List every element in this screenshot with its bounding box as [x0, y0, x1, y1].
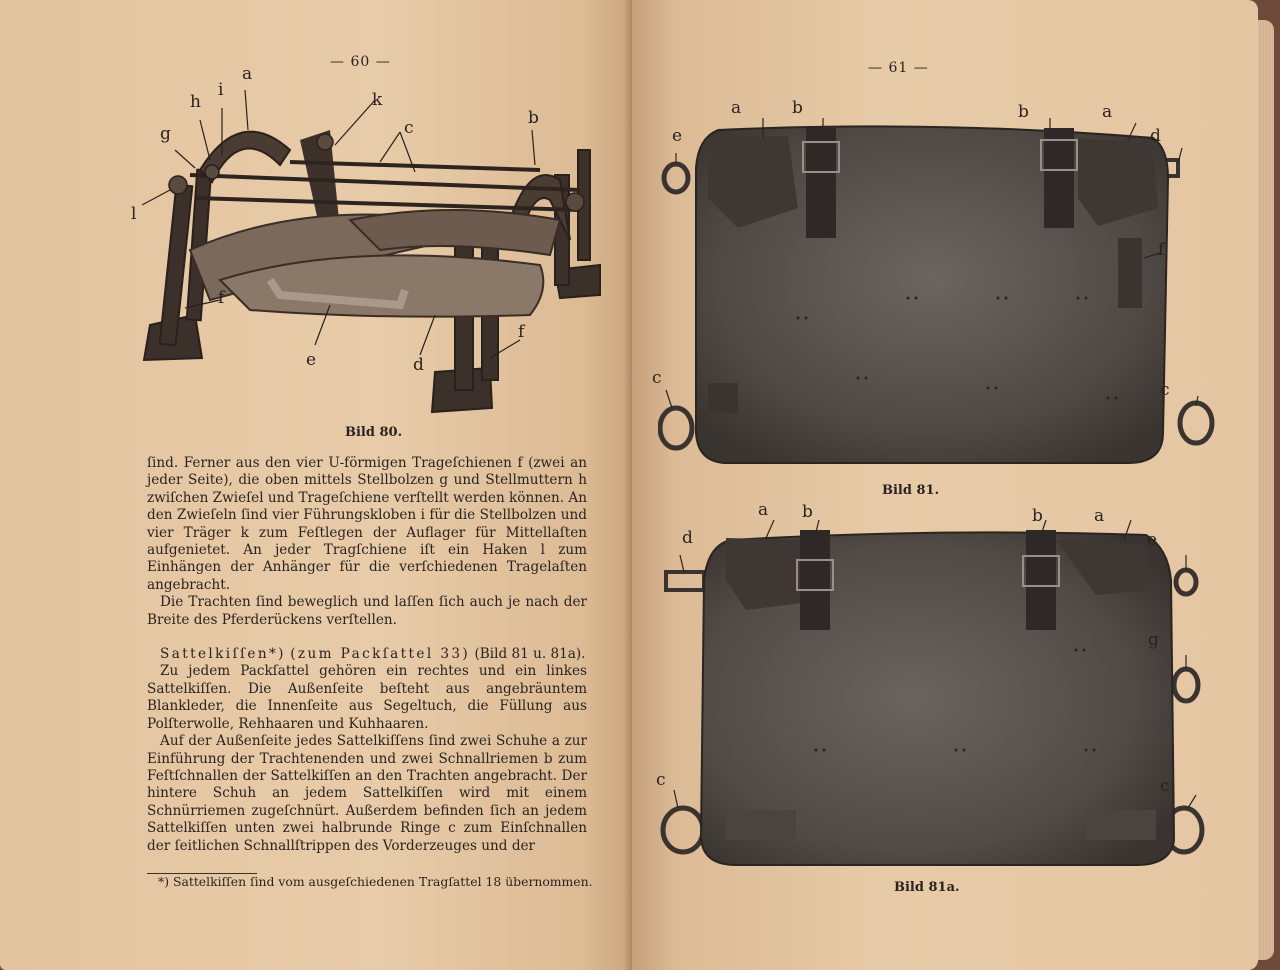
fig81a-label-a-right: a [1094, 506, 1105, 526]
left-body-text [147, 455, 587, 855]
figure-80-caption: Bild 80. [345, 425, 403, 440]
fig80-label-e: e [306, 350, 317, 370]
paragraph-1: ſind. Ferner aus den vier U-förmigen Trageſchienen f (zwei an jeder Seite), die oben mittels Stellbolzen g und Stellmuttern h zwiſchen Zwieſel und Trageſchiene verſtellt werden können. An den Zwieſeln ſind vier Führungskloben i für die Stellbolzen und vier Träger k zum Feſtlegen der Auflager für Mittellaſten aufgenietet. An jeder Tragſchiene iſt ein Haken l zum Einhängen der Anhänger für die verſchiedenen Tragelaſten angebracht. [147, 455, 587, 593]
paragraph-4: Auf der Außenſeite jedes Sattelkiſſens ſind zwei Schuhe a zur Einführung der Trachtenenden und zwei Schnallriemen b zum Feſtſchnallen der Sattelkiſſen an den Trachten angebracht. Der hintere Schuh an jedem Sattelkiſſen wird mit einem Schnürriemen zugeſchnürt. Außerdem befinden ſich an jedem Sattelkiſſen unten zwei halbrunde Ringe c zum Einſchnallen der ſeitlichen Schnallſtrippen des Vorderzeuges und der [147, 733, 587, 854]
fig81a-label-c-right: c [1160, 776, 1170, 796]
fig81-label-a-right: a [1102, 102, 1113, 122]
fig81-label-c-right: c [1160, 380, 1170, 400]
right-page [632, 0, 1258, 970]
fig80-label-b: b [528, 108, 539, 128]
fig81-label-c-left: c [652, 368, 662, 388]
fig81-label-b-left: b [792, 98, 803, 118]
fig80-label-l: l [131, 204, 137, 224]
fig81a-label-b-left: b [802, 502, 813, 522]
fig81-label-b-right: b [1018, 102, 1029, 122]
fig81-label-d: d [1150, 126, 1161, 146]
page-number-60: — 60 — [330, 54, 391, 70]
fig80-label-f-left: f [218, 288, 225, 308]
fig81-label-a-left: a [731, 98, 742, 118]
footnote: *) Sattelkiſſen ſind vom ausgeſchiedenen Tragſattel 18 übernommen. [158, 874, 593, 889]
saddle-frame-illustration [130, 90, 610, 420]
fig81a-label-a-left: a [758, 500, 769, 520]
fig80-label-a: a [242, 64, 253, 84]
fig80-label-k: k [372, 90, 383, 110]
figure-81a-caption: Bild 81a. [894, 880, 960, 895]
fig80-label-i: i [218, 80, 224, 100]
fig81-label-f: f [1158, 240, 1165, 260]
saddle-pad-outer-photo [658, 118, 1218, 478]
fig81a-label-e: e [1147, 530, 1158, 550]
fig81a-label-c-left: c [656, 770, 666, 790]
fig80-label-c: c [404, 118, 414, 138]
saddle-pad-inner-photo [656, 520, 1216, 870]
section-heading [147, 646, 587, 663]
fig81a-label-d: d [682, 528, 693, 548]
fig80-label-h: h [190, 92, 201, 112]
heading-packsattel: (zum Packſattel 33) [290, 646, 471, 663]
page-number-61: — 61 — [868, 60, 929, 76]
heading-figure-ref: (Bild 81 u. 81a). [474, 646, 586, 663]
fig81-label-e: e [672, 126, 683, 146]
fig80-label-d: d [413, 355, 424, 375]
fig80-label-f-right: f [518, 322, 525, 342]
fig81a-label-b-right: b [1032, 506, 1043, 526]
fig81a-label-g: g [1148, 630, 1159, 650]
fig80-label-g: g [160, 124, 171, 144]
paragraph-3: Zu jedem Packſattel gehören ein rechtes und ein linkes Sattelkiſſen. Die Außenſeite beſteht aus angebräuntem Blankleder, die Innenſeite aus Segeltuch, die Füllung aus Polſterwolle, Rehhaaren und Kuhhaaren. [147, 663, 587, 732]
left-page [0, 0, 632, 970]
figure-81-caption: Bild 81. [882, 483, 940, 498]
heading-sattelkissen: Sattelkiſſen*) [160, 646, 286, 663]
paragraph-2: Die Trachten ſind beweglich und laſſen ſich auch je nach der Breite des Pferderückens verſtellen. [147, 594, 587, 628]
